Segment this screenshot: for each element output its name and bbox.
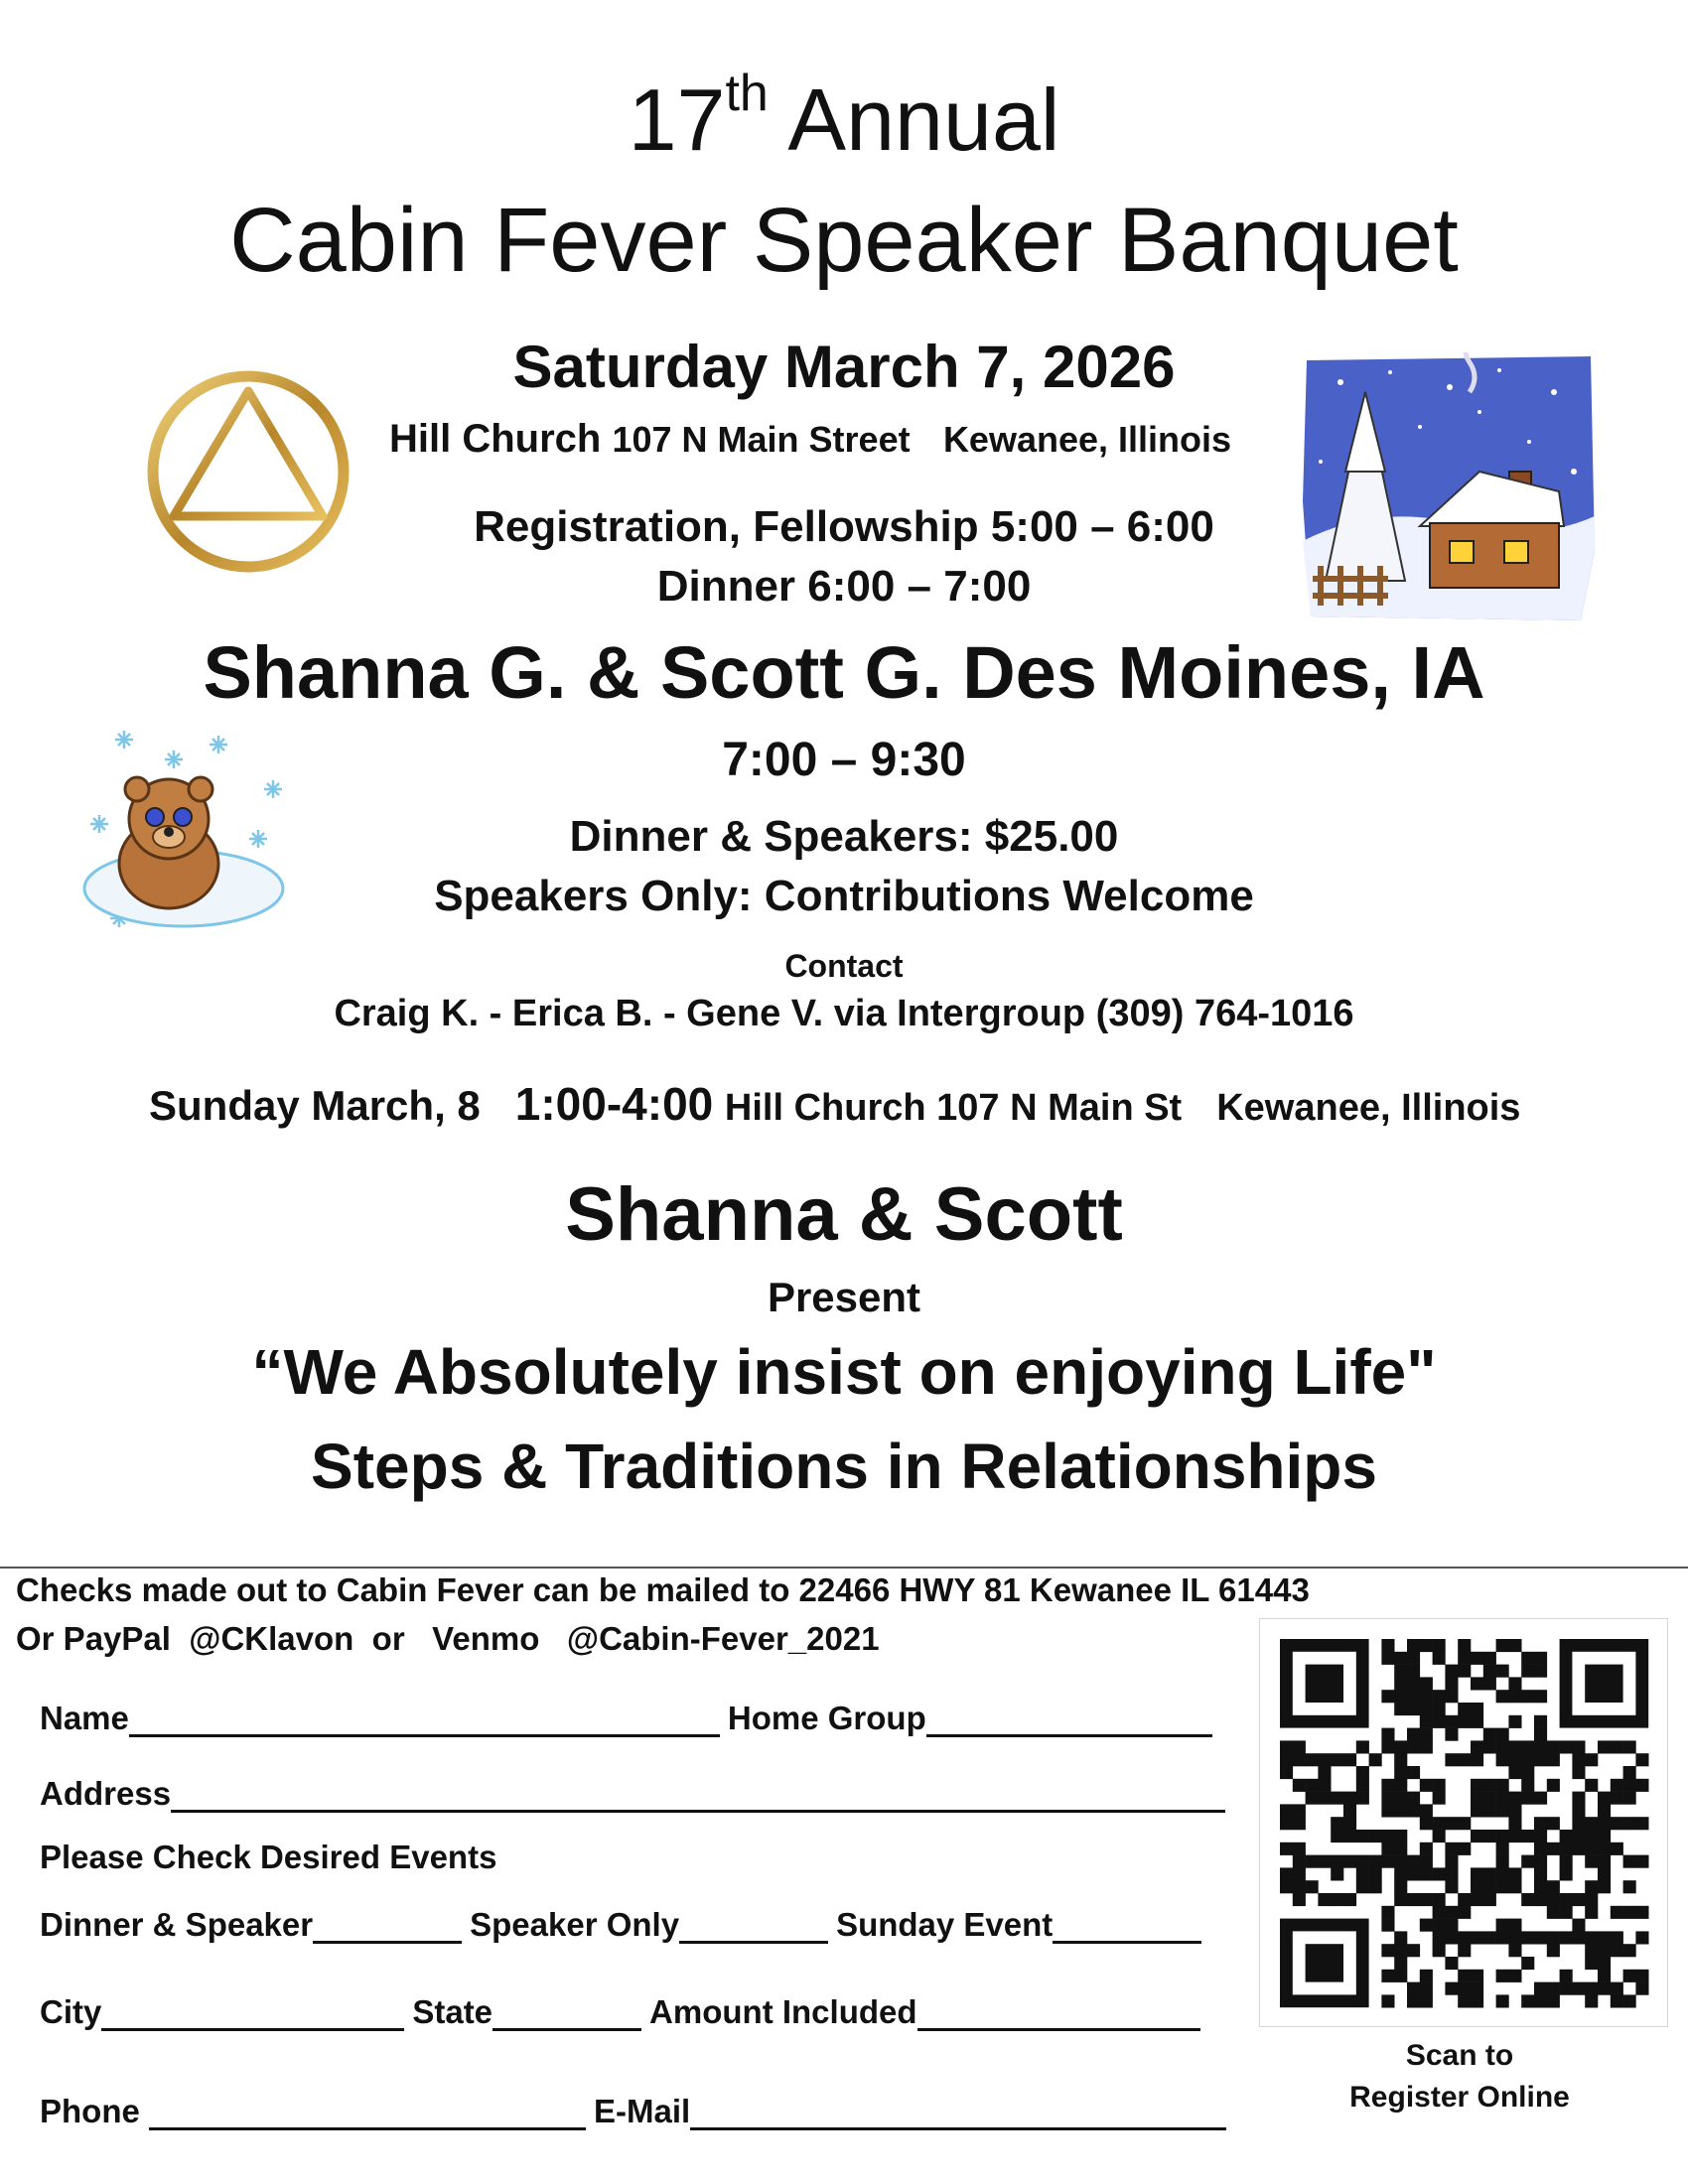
form-row-address xyxy=(40,1775,1233,1813)
sunday-time: 1:00-4:00 xyxy=(514,1078,714,1130)
sunday-event-line xyxy=(149,1077,1520,1131)
title-number: 17 xyxy=(628,70,726,169)
dinner-speaker-label: Dinner & Speaker xyxy=(40,1906,314,1943)
venue-name: Hill Church xyxy=(389,417,602,461)
speaker-time: 7:00 – 9:30 xyxy=(722,734,966,786)
presenter-names: Shanna & Scott xyxy=(565,1172,1123,1257)
contact-label: Contact xyxy=(784,948,904,984)
or-label: or xyxy=(371,1620,405,1657)
home-group-label: Home Group xyxy=(727,1700,926,1736)
venue-line xyxy=(389,417,1231,462)
scan-instructions xyxy=(1291,2035,1628,2118)
city-field[interactable] xyxy=(101,1998,404,2031)
home-group-field[interactable] xyxy=(926,1705,1212,1737)
email-label: E-Mail xyxy=(594,2093,691,2129)
state-label: State xyxy=(412,1993,493,2030)
qr-code-frame[interactable] xyxy=(1259,1618,1668,2027)
page-title: Cabin Fever Speaker Banquet xyxy=(229,190,1459,291)
checks-instructions: Checks made out to Cabin Fever can be mailed to 22466 HWY 81 Kewanee IL 61443 xyxy=(16,1571,1310,1608)
event-date: Saturday March 7, 2026 xyxy=(512,334,1176,400)
address-label: Address xyxy=(40,1775,172,1812)
snowy-cabin-icon xyxy=(1301,352,1599,625)
sunday-event-field[interactable] xyxy=(1053,1911,1201,1944)
phone-label: Phone xyxy=(40,2093,140,2129)
name-field[interactable] xyxy=(129,1705,720,1737)
speakers-only-price: Speakers Only: Contributions Welcome xyxy=(434,872,1254,920)
presentation-quote: “We Absolutely insist on enjoying Life" xyxy=(251,1336,1437,1408)
dinner-speakers-price: Dinner & Speakers: $25.00 xyxy=(569,812,1119,861)
venue-address: 107 N Main Street xyxy=(612,419,911,460)
amount-label: Amount Included xyxy=(649,1993,917,2030)
address-field[interactable] xyxy=(171,1780,1225,1813)
title-ordinal-suffix: th xyxy=(725,64,769,122)
city-label: City xyxy=(40,1993,102,2030)
sunday-date: Sunday March, 8 xyxy=(149,1082,481,1129)
title-word: Annual xyxy=(787,70,1060,169)
title-line-annual xyxy=(0,64,1688,171)
sunday-city: Kewanee, Illinois xyxy=(1216,1087,1521,1129)
venue-city: Kewanee, Illinois xyxy=(942,419,1232,460)
scan-line-2: Register Online xyxy=(1349,2081,1570,2114)
present-label: Present xyxy=(767,1274,921,1320)
dinner-speaker-field[interactable] xyxy=(313,1911,462,1944)
contact-names: Craig K. - Erica B. - Gene V. via Intergroup (309) 764-1016 xyxy=(334,993,1354,1034)
form-row-phone xyxy=(40,2093,1234,2130)
venmo-handle: @Cabin-Fever_2021 xyxy=(566,1620,880,1657)
email-field[interactable] xyxy=(690,2098,1226,2130)
check-events-label: Please Check Desired Events xyxy=(40,1839,497,1875)
scan-line-1: Scan to xyxy=(1405,2039,1514,2072)
venmo-label: Venmo xyxy=(432,1620,540,1657)
phone-field[interactable] xyxy=(149,2098,586,2130)
qr-code-icon[interactable] xyxy=(1260,1619,1667,2026)
form-row-events xyxy=(40,1906,1209,1944)
state-field[interactable] xyxy=(492,1998,641,2031)
dinner-time: Dinner 6:00 – 7:00 xyxy=(656,562,1032,611)
speaker-only-field[interactable] xyxy=(679,1911,828,1944)
online-payment-line xyxy=(16,1620,880,1658)
name-label: Name xyxy=(40,1700,129,1736)
registration-time: Registration, Fellowship 5:00 – 6:00 xyxy=(474,502,1214,551)
paypal-label: Or PayPal xyxy=(16,1620,171,1657)
sunday-event-label: Sunday Event xyxy=(836,1906,1054,1943)
form-row-name xyxy=(40,1700,1220,1737)
amount-field[interactable] xyxy=(917,1998,1200,2031)
sunday-venue: Hill Church 107 N Main St xyxy=(724,1087,1183,1129)
divider xyxy=(0,1567,1688,1569)
paypal-handle: @CKlavon xyxy=(189,1620,354,1657)
form-row-city xyxy=(40,1993,1208,2031)
presentation-subtitle: Steps & Traditions in Relationships xyxy=(311,1431,1377,1502)
speaker-names: Shanna G. & Scott G. Des Moines, IA xyxy=(203,631,1485,714)
speaker-only-label: Speaker Only xyxy=(470,1906,680,1943)
